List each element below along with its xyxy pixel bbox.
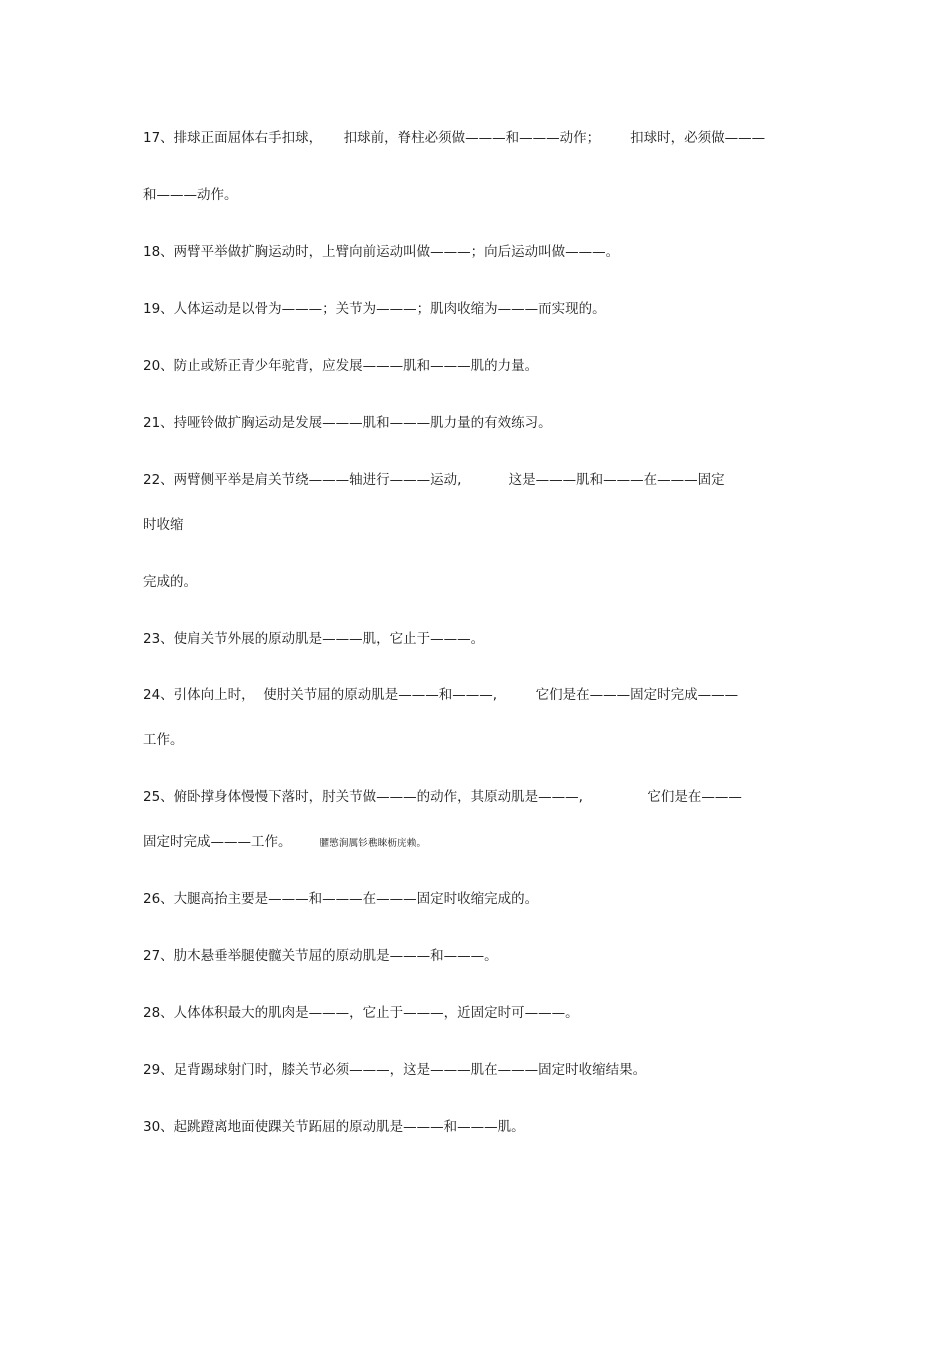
question-26: 26、大腿高抬主要是———和———在———固定时收缩完成的。 (143, 891, 539, 907)
question-28: 28、人体体积最大的肌肉是———，它止于———，近固定时可———。 (143, 1005, 579, 1021)
question-23: 23、使肩关节外展的原动肌是———肌，它止于———。 (143, 631, 485, 647)
garbled-note: 臞慜涧厲钐穛睞枥庑赖。 (319, 838, 427, 849)
question-21: 21、持哑铃做扩胸运动是发展———肌和———肌力量的有效练习。 (143, 415, 552, 431)
question-24-line-2: 工作。 (143, 732, 184, 748)
question-18: 18、两臂平举做扩胸运动时，上臂向前运动叫做———；向后运动叫做———。 (143, 244, 620, 260)
question-22-line-1: 22、两臂侧平举是肩关节绕———轴进行———运动, 这是———肌和———在———固定 (143, 472, 725, 488)
question-20: 20、防止或矫正青少年驼背，应发展———肌和———肌的力量。 (143, 358, 539, 374)
question-25-line-2-text: 固定时完成———工作。 (143, 834, 292, 850)
question-29: 29、足背踢球射门时，膝关节必须———，这是———肌在———固定时收缩结果。 (143, 1062, 647, 1078)
question-25-line-2 (143, 833, 426, 853)
question-24-line-1: 24、引体向上时， 使肘关节屈的原动肌是———和———, 它们是在———固定时完成——— (143, 687, 739, 703)
question-25-line-1: 25、俯卧撑身体慢慢下落时，肘关节做———的动作，其原动肌是———, 它们是在——— (143, 789, 742, 805)
question-27: 27、肋木悬垂举腿使髋关节屈的原动肌是———和———。 (143, 948, 498, 964)
question-22-line-3: 完成的。 (143, 574, 197, 590)
question-22-line-2: 时收缩 (143, 517, 184, 533)
question-17-line-1: 17、排球正面屈体右手扣球， 扣球前，脊柱必须做———和———动作； 扣球时，必须做——— (143, 130, 766, 146)
question-19: 19、人体运动是以骨为———；关节为———；肌肉收缩为———而实现的。 (143, 301, 606, 317)
question-17-line-2: 和———动作。 (143, 187, 238, 203)
question-30: 30、起跳蹬离地面使踝关节跖屈的原动肌是———和———肌。 (143, 1119, 525, 1135)
